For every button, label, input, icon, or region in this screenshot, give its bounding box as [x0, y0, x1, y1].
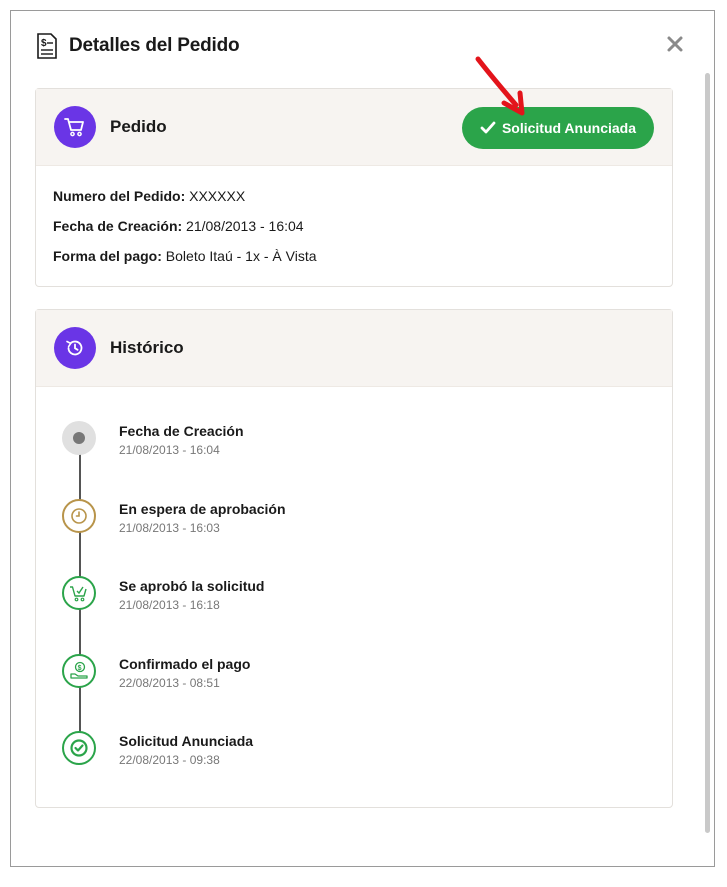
- receipt-dollar-icon: [35, 33, 59, 59]
- status-button[interactable]: [462, 107, 654, 149]
- svg-text:$: $: [77, 664, 82, 672]
- timeline-item-title: En espera de aprobación: [119, 500, 286, 517]
- svg-text:$: $: [41, 38, 47, 49]
- payment-icon: [62, 654, 96, 688]
- timeline-item-title: Se aprobó la solicitud: [119, 578, 265, 594]
- order-section-title: Pedido: [110, 117, 167, 136]
- cart-check-icon: [62, 576, 96, 610]
- history-icon: [54, 327, 96, 369]
- timeline-item: [36, 409, 672, 487]
- order-card-header: [36, 89, 672, 166]
- timeline-item: [36, 642, 672, 720]
- history-section-title: Histórico: [110, 338, 184, 357]
- timeline-item-title: Fecha de Creación: [119, 423, 244, 439]
- close-icon[interactable]: [666, 35, 684, 53]
- order-card: [35, 88, 673, 287]
- timeline-item-title: Confirmado el pago: [119, 655, 251, 672]
- order-number-value: XXXXXX: [189, 188, 246, 204]
- history-card-header: [36, 310, 672, 387]
- scrollbar[interactable]: [705, 73, 710, 833]
- creation-date-value: 21/08/2013 - 16:04: [186, 218, 304, 234]
- check-icon: [480, 121, 496, 135]
- order-details-modal: [10, 10, 715, 867]
- payment-method-value: Boleto Itaú - 1x - À Vista: [165, 248, 317, 264]
- payment-method-line: [53, 248, 655, 264]
- creation-date-line: [53, 218, 655, 234]
- timeline-item-date: 22/08/2013 - 08:51: [119, 675, 220, 690]
- timeline-item-date: 21/08/2013 - 16:18: [119, 598, 220, 612]
- modal-header: [35, 31, 684, 61]
- history-card: [35, 309, 673, 808]
- timeline-item-date: 21/08/2013 - 16:04: [119, 443, 220, 457]
- check-circle-icon: [62, 731, 96, 765]
- payment-method-label: Forma del pago:: [53, 248, 162, 264]
- order-info: [36, 166, 672, 286]
- order-number-label: Numero del Pedido:: [53, 188, 186, 204]
- history-timeline: [36, 387, 672, 827]
- cart-icon: [54, 106, 96, 148]
- dot-icon: [62, 421, 96, 455]
- timeline-item-date: 21/08/2013 - 16:03: [119, 520, 220, 535]
- timeline-item: [36, 487, 672, 565]
- order-number-line: [53, 188, 655, 204]
- modal-title: Detalles del Pedido: [69, 35, 240, 56]
- clock-icon: [62, 499, 96, 533]
- timeline-item: [36, 719, 672, 797]
- status-label: Solicitud Anunciada: [501, 120, 636, 136]
- timeline-item-title: Solicitud Anunciada: [119, 733, 254, 749]
- timeline-item: [36, 564, 672, 642]
- timeline-item-date: 22/08/2013 - 09:38: [119, 753, 220, 767]
- creation-date-label: Fecha de Creación:: [53, 218, 183, 234]
